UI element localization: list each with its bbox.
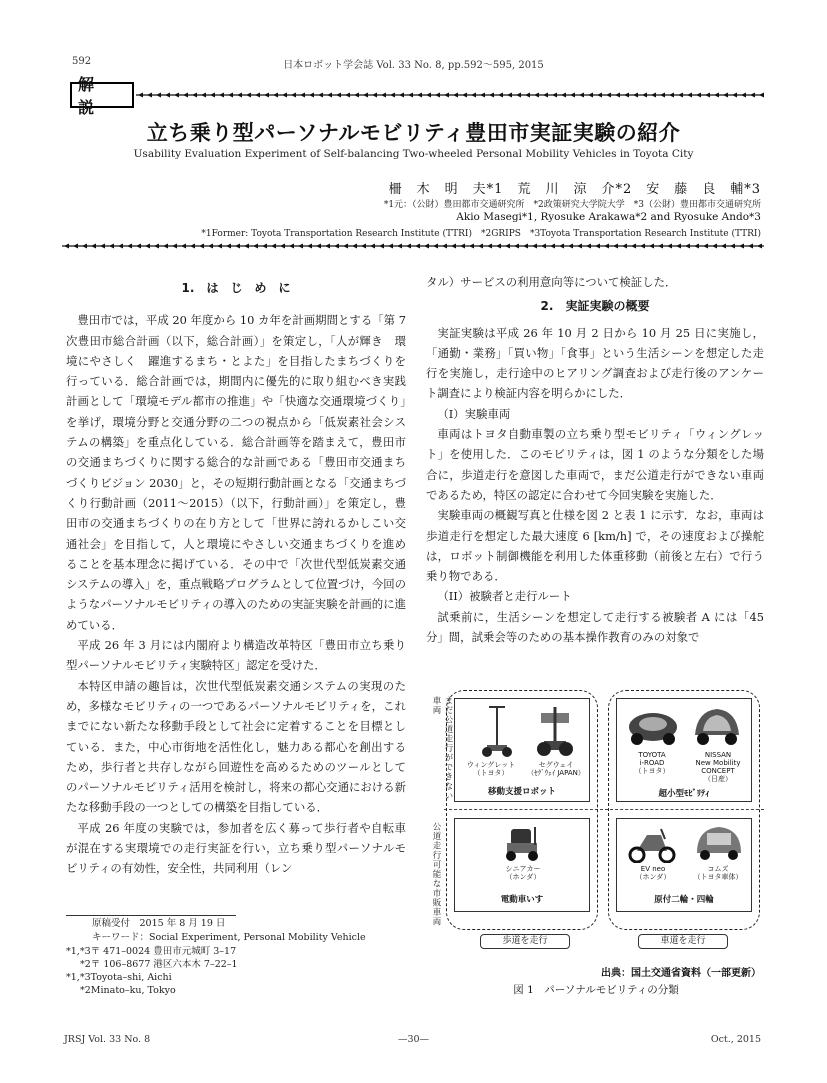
article-title: 立ち乗り型パーソナルモビリティ豊田市実証実験の紹介: [146, 121, 681, 145]
affiliations-jp: *1元：（公財）豊田都市交通研究所 *2政策研究大学院大学 *3（公財）豊田都市交通研究所: [383, 200, 761, 210]
label-road-legal: 公道走行可能な市販車両: [431, 822, 441, 927]
paragraph: 試乗前に，生活シーンを想定して走行する被験者 A には「45 分」間，試乗会等のための基本操作教育のみの対象で: [426, 609, 764, 645]
ev-neo-caption: EV neo （ホンダ）: [635, 865, 671, 881]
journal-reference: 日本ロボット学会誌 Vol. 33 No. 8, pp.592～595, 2015: [283, 60, 544, 71]
keywords: キーワード：Social Experiment, Personal Mobility Vehicle: [92, 932, 366, 943]
footnote-rule: [66, 915, 236, 916]
cell-mobility-robot: [454, 698, 590, 802]
nissan-caption: NISSAN New Mobility CONCEPT （日産）: [695, 751, 741, 783]
received-date: 原稿受付 2015 年 8 月 19 日: [92, 918, 226, 929]
subheading-vehicle: （I）実験車両: [437, 406, 511, 421]
figure-caption: 図 1 パーソナルモビリティの分類: [513, 984, 679, 996]
address-4: *2Minato–ku, Tokyo: [80, 985, 176, 996]
footer-journal: JRSJ Vol. 33 No. 8: [64, 1034, 151, 1045]
figure-source: 出典：国土交通省資料（一部更新）: [601, 968, 761, 979]
segway-image: [535, 703, 575, 759]
cell-moped: [616, 818, 752, 912]
footer-date: Oct., 2015: [710, 1034, 761, 1045]
subheading-subjects: （II）被験者と走行ルート: [437, 589, 572, 604]
ev-neo-image: [627, 825, 677, 863]
page-number: 592: [72, 56, 92, 67]
iroad-caption: TOYOTA i-ROAD （トヨタ）: [634, 751, 670, 775]
header-rule: [62, 243, 764, 249]
authors-jp: 柵 木 明 夫*1 荒 川 涼 介*2 安 藤 良 輔*3: [388, 182, 761, 197]
title-rule: [136, 92, 764, 98]
paragraph: 実証実験は平成 26 年 10 月 2 日から 10 月 25 日に実施し，「通勤・業務」「買い物」「食事」という生活シーンを想定した走行を実施し，走行途中のヒアリング調査および走行後のアンケート調査により検証内容を明らかにした．: [426, 325, 764, 401]
coms-image: [691, 823, 747, 863]
category-wheelchair: 電動車いす: [500, 895, 544, 905]
section-1-heading: 1. は じ め に: [181, 281, 291, 295]
sidewalk-label: 歩道を走行: [480, 934, 570, 949]
senior-car-caption: シニアカー （ホンダ）: [505, 865, 541, 881]
paragraph: 平成 26 年度の実験では，参加者を広く募って歩行者や自転車が混在する実環境での走行実証を行い，立ち乗り型パーソナルモビリティの有効性，安全性，共同利用（レン: [66, 820, 406, 876]
footer-page: —30—: [397, 1034, 430, 1045]
left-column: [66, 278, 406, 879]
affiliations-en: *1Former: Toyota Transportation Research Institute (TTRI) *2GRIPS *3Toyota Transportation Research Institute (TTRI): [201, 229, 761, 239]
winglet-image: [477, 703, 517, 759]
article-subtitle: Usability Evaluation Experiment of Self-balancing Two-wheeled Personal Mobility Vehicles in Toyota City: [133, 148, 694, 160]
figure-1: [428, 688, 764, 950]
label-not-road-legal: まだ公道走行ができない車両: [431, 696, 453, 801]
category-ultra-compact: 超小型ﾓﾋﾞﾘﾃｨ: [658, 789, 710, 799]
address-1: *1,*3〒 471–0024 豊田市元城町 3–17: [66, 946, 237, 957]
category-moped: 原付二輪・四輪: [654, 895, 714, 905]
authors-en: Akio Masegi*1, Ryosuke Arakawa*2 and Ryosuke Ando*3: [456, 211, 761, 223]
paragraph: 車両はトヨタ自動車製の立ち乗り型モビリティ「ウィングレット」を使用した．このモビリティは，図 1 のような分類をした場合に，歩道走行を意図した車両で，まだ公道走行ができない車両であるため，特区の認定に合わせて今回実験を実施した．: [426, 427, 764, 502]
roadway-label: 車道を走行: [638, 934, 728, 949]
senior-car-image: [501, 823, 545, 863]
paragraph: 実験車両の概観写真と仕様を図 2 と表 1 に示す．なお，車両は歩道走行を想定した最大速度 6 [km/h] で，その速度および操舵は，ロボット制御機能を利用した体重移動（前後と左右）で行う乗り物である．: [426, 508, 764, 584]
address-3: *1,*3Toyota–shi, Aichi: [66, 972, 172, 983]
cell-wheelchair: [454, 818, 590, 912]
address-2: *2〒 106–8677 港区六本木 7–22–1: [80, 959, 238, 970]
cell-ultra-compact: [616, 698, 752, 802]
paragraph: 平成 26 年 3 月には内閣府より構造改革特区「豊田市立ち乗り型パーソナルモビリティ実験特区」認定を受けた．: [66, 638, 406, 673]
paragraph-continuation: タル）サービスの利用意向等について検証した．: [426, 275, 677, 289]
article-category-box: 解 説: [70, 82, 134, 108]
paragraph: 本特区申請の趣旨は，次世代型低炭素交通システムの実現のため，多様なモビリティの一つであるパーソナルモビリティを，これまでにない新たな移動手段として社会に定着することを目標としている．また，中心市街地を活性化し，魅力ある都心を創出するため，歩行者と共存しながら回遊性を高めるためのツールとしてのパーソナルモビリティ活用を検討し，将来の都心交通における新たな移動手段の一つとしての構築を目指している．: [66, 678, 406, 815]
coms-caption: コムズ （トヨタ車体）: [693, 865, 743, 881]
segway-caption: セグウェイ （ｾｸﾞｳｪｲ JAPAN）: [527, 761, 585, 777]
iroad-image: [625, 709, 681, 747]
nissan-image: [689, 705, 745, 747]
category-mobility-robot: 移動支援ロボット: [487, 787, 556, 797]
paragraph: 豊田市では，平成 20 年度から 10 カ年を計画期間とする「第 7 次豊田市総合計画（以下，総合計画）」を策定し，「人が輝き 環境にやさしく 躍進するまち・とよた」を目指したまちづくりを行っている．総合計画では，期間内に優先的に取り組むべき実践計画として「環境モデル都市の推進」や「快適な交通環境づくり」を挙げ，環境分野と交通分野の二つの視点から「低炭素社会システムの構築」を重点化している．総合計画等を踏まえて，豊田市の交通まちづくりに関する総合的な計画である「豊田市交通まちづくりビジョン 2030」と，その短期行動計画となる「交通まちづくり行動計画（2011～2015）（以下，行動計画）」を策定し，豊田市の交通まちづくりの在り方として「世界に誇れるかしこい交通社会」を目指して，人と環境にやさしい交通まちづくりを進めることを基本理念に掲げている．その中で「次世代型低炭素交通システムの導入」を，重点戦略プログラムとして位置づけ，今回のようなパーソナルモビリティの導入のための実証実験を計画的に進めている．: [66, 313, 407, 632]
section-2-heading: 2. 実証実験の概要: [540, 299, 650, 314]
right-column: [426, 272, 764, 647]
winglet-caption: ウィングレット （トヨタ）: [466, 761, 516, 777]
